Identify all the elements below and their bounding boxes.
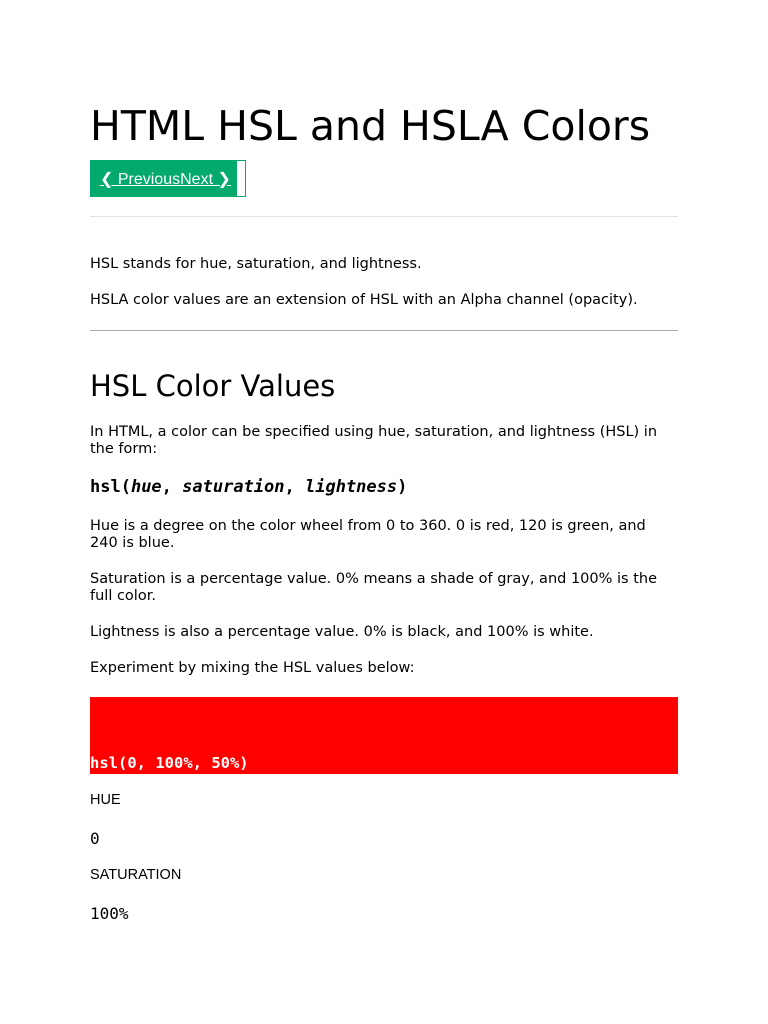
next-link[interactable]: Next ❯ xyxy=(180,170,231,188)
syntax-prefix: hsl( xyxy=(90,477,131,497)
saturation-value[interactable]: 100% xyxy=(90,904,129,923)
experiment-text: Experiment by mixing the HSL values below: xyxy=(90,660,415,676)
page-title: HTML HSL and HSLA Colors xyxy=(90,102,651,150)
hue-value[interactable]: 0 xyxy=(90,829,100,848)
intro-hsla-text: HSLA color values are an extension of HSL with an Alpha channel (opacity). xyxy=(90,292,638,308)
syntax-suffix: ) xyxy=(397,477,408,497)
intro-hsl-text: HSL stands for hue, saturation, and lightness. xyxy=(90,256,422,272)
divider-section xyxy=(90,330,678,331)
saturation-label: SATURATION xyxy=(90,867,182,883)
syntax-sep2: , xyxy=(284,477,305,497)
color-swatch xyxy=(90,697,678,774)
hue-description: Hue is a degree on the color wheel from 0 to 360. 0 is red, 120 is green, and 240 is blue. xyxy=(90,518,646,551)
previous-link[interactable]: ❮ Previous xyxy=(100,170,181,188)
syntax-saturation: saturation xyxy=(182,477,285,497)
form-intro-text: In HTML, a color can be specified using hue, saturation, and lightness (HSL) in the form: xyxy=(90,424,658,457)
prev-next-nav xyxy=(90,160,246,197)
syntax-hue: hue xyxy=(130,477,162,497)
hue-label: HUE xyxy=(90,792,121,808)
hsl-syntax xyxy=(90,476,407,498)
divider-top xyxy=(90,216,678,217)
saturation-description: Saturation is a percentage value. 0% means a shade of gray, and 100% is the full color. xyxy=(90,571,657,604)
syntax-lightness: lightness xyxy=(305,477,398,497)
swatch-label: hsl(0, 100%, 50%) xyxy=(90,754,249,772)
prev-next-button-bar xyxy=(91,161,237,196)
syntax-sep1: , xyxy=(161,477,183,497)
section-heading: HSL Color Values xyxy=(90,369,336,403)
lightness-description: Lightness is also a percentage value. 0% is black, and 100% is white. xyxy=(90,624,594,640)
